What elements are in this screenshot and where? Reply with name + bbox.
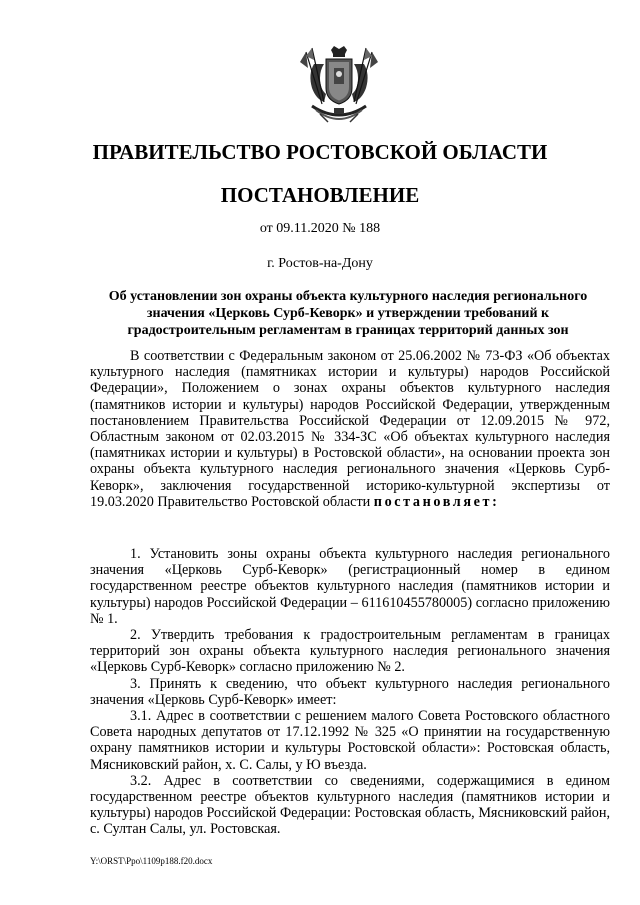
document-date-number: от 09.11.2020 № 188 xyxy=(259,221,381,236)
decree-item-3-2: 3.2. Адрес в соответствии со сведениями, содержащимися в едином государственном реестре объектов культурного наследия (памятников истории и культуры) народов Российской Федерации: Ростовская область, Мясниковский район, с. Султан Салы, ул. Ростовская. xyxy=(90,772,610,838)
decree-item-1: 1. Установить зоны охраны объекта культурного наследия регионального значения «Церковь Сурб-Кеворк» (регистрационный номер в едином государственном реестре объектов культурного наследия (памятников истории и культуры) народов Российской Федерации – 611610455780005) согласно приложению № 1. xyxy=(90,546,610,627)
coat-of-arms-icon xyxy=(298,44,380,128)
document-type: ПОСТАНОВЛЕНИЕ xyxy=(220,183,420,207)
decree-word: постановляет: xyxy=(373,493,500,510)
government-title: ПРАВИТЕЛЬСТВО РОСТОВСКОЙ ОБЛАСТИ xyxy=(92,140,548,164)
decree-item-2: 2. Утвердить требования к градостроительным регламентам в границах территорий зон охраны объекта культурного наследия регионального значения «Церковь Сурб-Кеворк» согласно приложению № 2. xyxy=(90,627,610,676)
decree-item-3-1: 3.1. Адрес в соответствии с решением малого Совета Ростовского областного Совета народных депутатов от 17.12.1992 № 325 «О принятии на государственную охрану памятников истории и культуры Ростовской области»: Ростовская область, Мясниковский район, х. С. Салы, у Ю въезда. xyxy=(90,708,610,773)
document-subject: Об установлении зон охраны объекта культурного наследия регионального значения «Церковь Сурб-Кеворк» и утверждении требований к градостроительным регламентам в границах территорий данных зон xyxy=(108,289,588,338)
preamble-text: В соответствии с Федеральным законом от 25.06.2002 № 73-ФЗ «Об объектах культурного наследия (памятниках истории и культуры) народов Российской Федерации», Положением о зонах охраны объектов культурного наследия (памятников истории и культуры) народов Российской Федерации, утвержденным постановлением Правительства Российской Федерации от 12.09.2015 № 972, Областным законом от 02.03.2015 № 334-ЗС «Об объектах культурного наследия (памятниках истории и культуры) в Ростовской области», на основании проекта зон охраны объекта культурного наследия регионального значения «Церковь Сурб-Кеворк», заключения государственной историко-культурной экспертизы от 19.03.2020 Правительство Ростовской области xyxy=(90,348,610,510)
preamble-paragraph xyxy=(90,348,610,510)
file-path-footer: Y:\ORST\Ppo\1109p188.f20.docx xyxy=(90,856,213,866)
preamble xyxy=(90,348,610,510)
document-city: г. Ростов-на-Дону xyxy=(267,256,373,271)
decree-items xyxy=(90,546,610,838)
decree-item-3: 3. Принять к сведению, что объект культурного наследия регионального значения «Церковь Сурб-Кеворк» имеет: xyxy=(90,675,610,708)
